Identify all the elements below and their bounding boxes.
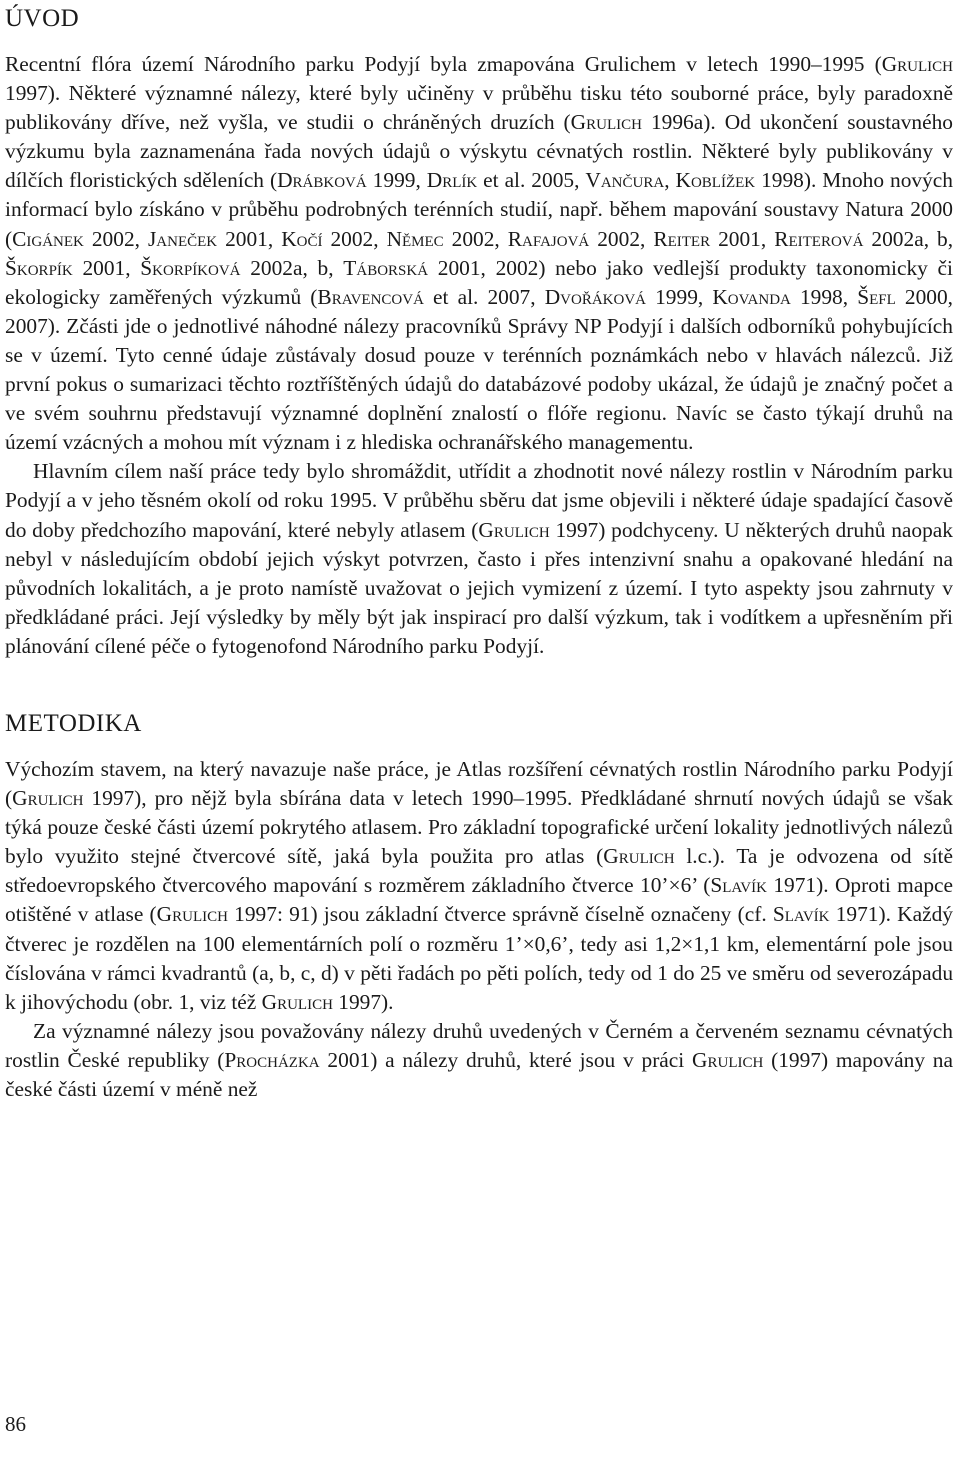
paragraph-text: et al. 2005,: [477, 168, 586, 193]
author-name: Grulich: [478, 517, 550, 542]
paragraph-text: (1997) mapovány na české části území v méně než: [5, 1047, 953, 1101]
author-name: Kovanda: [712, 284, 791, 309]
paragraph-text: Výchozím stavem, na který navazuje naše práce, je Atlas rozšíření cévnatých rostlin Národního parku Podyjí (: [5, 756, 953, 811]
paragraph-text: Recentní flóra území Národního parku Podyjí byla zmapována Grulichem v letech 1990–1995 (: [5, 52, 882, 76]
paragraph-text: 1997). Některé významné nálezy, které byly učiněny v průběhu tisku této souborné práce, byly paradoxně publikovány dříve, než vyšla, ve studii o chráněných druzích (: [5, 81, 953, 135]
paragraph-text: 2001,: [217, 226, 282, 251]
paragraph-text: 2001,: [72, 255, 141, 280]
paragraph-text: l.c.). Ta je odvozena od sítě středoevropského čtvercového mapování s rozměrem základního čtverce 10’×6’ (: [5, 844, 953, 898]
author-name: Dvořáková: [544, 284, 646, 309]
author-name: Grulich: [570, 110, 642, 135]
paragraph-text: 2001,: [710, 226, 775, 251]
author-name: Reiterová: [774, 226, 864, 251]
author-name: Šefl: [857, 284, 896, 309]
author-name: Drlík: [426, 168, 478, 193]
paragraph-text: 2002a, b,: [863, 226, 954, 251]
paragraph-text: et al. 2007,: [423, 284, 545, 309]
paragraph-text: 2002,: [83, 226, 148, 251]
author-name: Slavík: [772, 902, 830, 927]
author-name: Reiter: [653, 226, 711, 251]
author-name: Škorpíková: [140, 255, 241, 280]
paragraph-text: 2001) a nálezy druhů, které jsou v práci: [319, 1047, 693, 1072]
paragraph-text: 1971). Každý čtverec je rozdělen na 100 elementárních polí o rozměru 1’×0,6’, tedy asi 1,2×1,1 km, elementární pole jsou číslována v rámci kvadrantů (a, b, c, d) v pěti řadách po pěti polích, tedy od 1 do 25 ve směru od severozápadu k jihovýchodu (obr. 1, viz též: [5, 902, 954, 1014]
paragraph-text: 2000, 2007). Zčásti jde o jednotlivé náhodné nálezy pracovníků Správy NP Podyjí i dalších odborníků pohybujících se v území. Tyto cenné údaje zůstávaly dosud pouze v terénních poznámkách nebo v hlavách nálezců. Již první pokus o sumarizaci těchto roztříštěných údajů do databázové podoby ukázal, že údajů je značný počet a ve svém souhrnu představují významné doplnění znalostí o flóře regionu. Navíc se často týkají druhů na území vzácných a mohou mít význam i z hlediska ochranářského managementu.: [5, 284, 954, 455]
author-name: Koblížek: [675, 168, 756, 193]
paragraph-text: Hlavním cílem naší práce tedy bylo shromáždit, utřídit a zhodnotit nové nálezy rostlin v Národním parku Podyjí a v jeho těsném okolí od roku 1995. V průběhu sběru dat jsme objevili i některé údaje spadající časově do doby předchozího mapování, které nebyly atlasem (: [5, 459, 953, 542]
paragraph-metodika-1: [5, 755, 953, 1017]
author-name: Cigánek: [12, 226, 84, 251]
author-name: Procházka: [224, 1047, 320, 1072]
author-name: Kočí: [281, 226, 323, 251]
author-name: Janeček: [147, 226, 218, 251]
author-name: Táborská: [343, 255, 429, 280]
paragraph-text: 2002,: [589, 226, 654, 251]
paragraph-text: 1997) podchyceny. U některých druhů naopak nebyl v následujícím období jejich výskyt potvrzen, často i přes intenzivní snahu a opakované hledání na původních lokalitách, a je proto namístě uvažovat o jejich vymizení z území. I tyto aspekty jsou zahrnuty v předkládané práci. Její výsledky by měly být jak inspirací pro další výzkum, tak i vodítkem a upřesněním při plánování cílené péče o fytogenofond Národního parku Podyjí.: [5, 517, 953, 658]
paragraph-uvod-1: [5, 50, 953, 457]
paragraph-metodika-2: [5, 1017, 953, 1104]
paragraph-text: 1971). Oproti mapce otištěné v atlase (: [5, 873, 954, 927]
paragraph-uvod-2: [5, 457, 953, 661]
paragraph-text: 1999,: [646, 284, 713, 309]
paragraph-text: 1997: 91) jsou základní čtverce správně číselně označeny (cf.: [227, 902, 773, 927]
paragraph-text: 1999,: [366, 168, 427, 193]
author-name: Grulich: [12, 786, 84, 811]
paragraph-text: 1997).: [332, 989, 394, 1014]
author-name: Grulich: [692, 1047, 764, 1072]
author-name: Drábková: [277, 168, 367, 193]
author-name: Rafajová: [507, 226, 590, 251]
page: [5, 0, 953, 1104]
paragraph-text: ,: [664, 168, 676, 193]
author-name: Slavík: [710, 873, 767, 898]
paragraph-text: 1997), pro nějž byla sbírána data v letech 1990–1995. Předkládané shrnutí nových údajů se však týká pouze české části území pokrytého atlasem. Pro základní topografické určení lokality jednotlivých nálezů bylo využito stejné čtvercové sítě, jaká byla použita pro atlas (: [5, 786, 953, 869]
paragraph-text: 2001, 2002) nebo jako vedlejší produkty taxonomicky či ekologicky zaměřených výzkumů (: [5, 255, 953, 309]
author-name: Škorpík: [5, 255, 73, 280]
paragraph-text: Za významné nálezy jsou považovány nálezy druhů uvedených v Černém a červeném seznamu cévnatých rostlin České republiky (: [5, 1018, 953, 1072]
author-name: Grulich: [603, 844, 675, 869]
paragraph-text: 1998,: [790, 284, 858, 309]
author-name: Grulich: [881, 52, 953, 76]
page-number: 86: [5, 1412, 26, 1436]
author-name: Grulich: [156, 902, 228, 927]
paragraph-text: 2002,: [443, 226, 508, 251]
author-name: Němec: [386, 226, 444, 251]
author-name: Bravencová: [317, 284, 424, 309]
section-heading-metodika: METODIKA: [5, 709, 142, 737]
section-heading-uvod: ÚVOD: [5, 5, 80, 32]
author-name: Vančura: [585, 168, 665, 193]
paragraph-text: 2002a, b,: [240, 255, 344, 280]
paragraph-text: 2002,: [322, 226, 387, 251]
paragraph-text: 1996a). Od ukončení soustavného výzkumu byla zaznamenána řada nových údajů o výskytu cévnatých rostlin. Některé byly publikovány v dílčích floristických sděleních (: [5, 110, 953, 193]
author-name: Grulich: [261, 989, 333, 1014]
paragraph-text: 1998). Mnoho nových informací bylo získáno v průběhu podrobných terénních studií, např. během mapování soustavy Natura 2000 (: [5, 168, 953, 251]
